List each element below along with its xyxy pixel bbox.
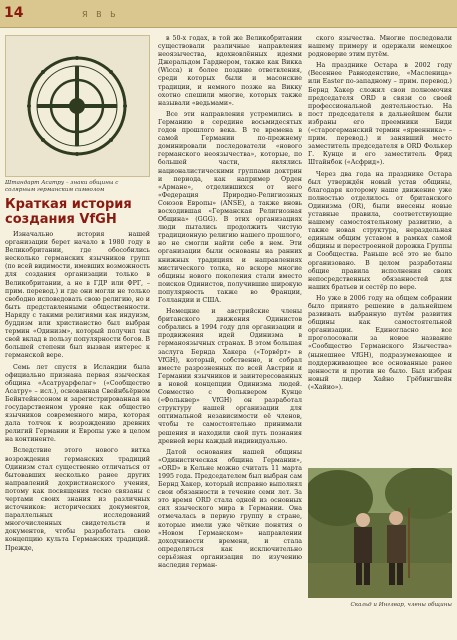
photo-caption: Скальд и Инглвар, члены общины: [350, 602, 452, 608]
column-3: [308, 35, 452, 395]
column-2: [158, 35, 302, 573]
col3-paragraph: Но уже в 2006 году на общем собрании было принято решение в дальнейшем развивать выбранную путём развития общины как самостоятельной организации. Единогласно все проголосовали за новое название «Сообщество Германского Язычества» (нынешнее VfGH), подразумевающее и поддерживающее все основанные ранее ценности и против не было. Был избран новый лидер Хайно Грёбингшейн («Хайио»).: [308, 294, 452, 391]
col2-paragraph: Все эти направления устремились в Германию в середине восьмидесятых годов прошлого века. В те времена в самой Германии по-прежнему доминировали последователи «нового германского неоязычества», которые, по большей части, являлись националистическими группами доктрин и периода, как например Орден «Армане», отделившихся от него «Федерация Природно-Религиозных Союзов Европы» (ANSE), а также вновь восходившая «Германская Религиозная Община» (GGG). В этих организациях люди пытались продолжить чистую традиционную религию нашего прошлого, но не смогли найти себе в нем. Эти организации были основаны на ранних книжных традициях и направлениях мистического толка, но вскоре многие общины нового поколения стали вместо поисков Одинистов, получившие широкую популярность также во Франции, Голландии и США.: [158, 110, 302, 304]
page-header: [0, 0, 457, 28]
community-members-photo: [308, 468, 452, 598]
header-divider: [0, 27, 457, 28]
col2-paragraph: Датой основания нашей общины «Одинистическая община Германии», «ORD» в Кельне можно считать 11 марта 1995 года. Председателем был выбран сам Бернд Хакер, который исправно выполнял свои обязанности в течение семи лет. За это время ORD стала одной из основных сил языческого мира в Германии. Она отмечалась в первую группу в стране, которые имели уже чёткие понятия о «Новом Германском» направлении доходчивости времени, и стала определяться как исключительно серьёзная организация по изучению наследия герман-: [158, 448, 302, 569]
col1-paragraph: Семь лет спустя в Исландии была официально признана первая языческая община «Асатруарфелаг» («Сообщество Асатру» – исл.), основанная Свейнбьёрном Бейнтейнссоном и зарегистрированная на государственном уровне как общество язычников современного мира, которая дала толчок к возрождению древних религий Германии и Европы уже в целом на континенте.: [5, 363, 150, 444]
page-number: 14: [4, 5, 24, 21]
col3-paragraph: На празднике Остара в 2002 году (Весеннее Равноденствие, «Масленица» или Easter по-западному – прим. перевод.) Бернд Хакер сложил свои полномочия председателя ORD в связи со своей профессиональной деятельностью. На пост председателя в дальнейшем были избраны его преемники Биди («старогерманский термин «ярвенника» – прим. перевод.) и занявший место заместитель председателя в ORD Фолькер Г. Кунце и его заместитель Фрид Штайнбок («Асфрид»).: [308, 62, 452, 167]
col1-paragraph: Вследствие этого нового витка возрождения германских традиций Одинизм стал существенно отличаться от бытовавших несколько ранее других направлений дохристианского учения, потому как посвящения тесно связаны с чертами своих знания из различных источников: исторических документов, параллельных исследований многочисленных свидетельств и документов, чтобы разработать свою концепцию культа Германских традиций. Прежде,: [5, 447, 150, 552]
col2-paragraph: в 50-х годах, в той же Великобритании существовали различные направления неоязычества, вдохновлённых идеями Джеральдом Гарднером, также как Викка (Wicca) и более поздние ответвления, среди которых были и масонские традиции, и немного позже на Викку охотно спешили многие, которых также называли «ведьмами».: [158, 35, 302, 107]
emblem-graphic: [6, 36, 149, 176]
col1-paragraph: Изначально история нашей организации берет начало в 1980 году в Великобритании, где обособились несколько германских язычников групп (по всей видимости, имевших возможность для создания организации только в Великобритании, а не в ГДР или ФРГ, – прим. перевод.) и где они могли не только свободно исповедовать свою религию, но и быть представленными общественности. Наряду с такими религиями как индуизм, буддизм или христианство был выбран термин «Одинизм», который получил так свой вклад в пользу популярности богов. В большей степени был вызван интерес к германской вере.: [5, 231, 150, 360]
emblem-caption: Штандарт Асатру – знаки общины с солярным германским символом: [5, 180, 119, 193]
section-name: Я В Ь: [82, 10, 119, 19]
col3-paragraph: Через два года на празднике Остара был утверждён новый устав общины, благодаря которому наше движение уже полностью отделилось от британского Одинизма (OR), были внесены новые уставные правила, соответствующие нашему самостоятельному развитию, а также новая структура, нераздельная единым общим уставом в рамках самой общины и перестроенной дорожка Группы и Сообщества. Раньше всё это не было организовано. В целом разработаны общие правила исполнения своих непосредственных обязанностей для наших братьев и сестёр по вере.: [308, 170, 452, 291]
col3-paragraph: ского язычества. Многие последовали нашему примеру и одержали немецкое родноверие этим путём.: [308, 35, 452, 59]
article-title: Краткая история создания VfGH: [5, 197, 132, 227]
column-1: [5, 231, 150, 556]
photo-graphic: [308, 468, 452, 598]
asatru-emblem-image: [5, 35, 150, 177]
col2-paragraph: Немецкие и австрийские члены британского движения Одинистов собрались в 1994 году для организации и продвижения идей Одинизма в германоязычных странах. В этом большая заслуга Бернда Хакера («Торвёрт» в VfGH), который, собственно, и собрал вместе разрозненных по всей Австрии и Германии язычников и заинтересованных в новой концепции Одинизма людей. Совместно с Фольквером Кунце («Фольквер» VfGH) он разработал структуру нашей организации для оптимальной независимости её членов, чтобы те самостоятельно принимали решения и находили свой путь познания древней веры каждый индивидуально.: [158, 308, 302, 445]
